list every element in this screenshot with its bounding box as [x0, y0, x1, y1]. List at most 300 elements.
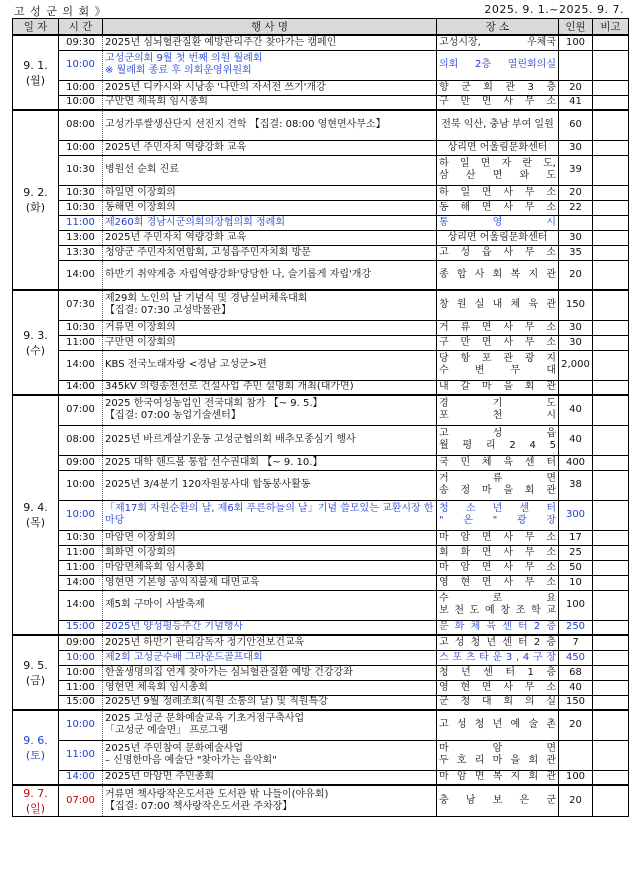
text-line: 삼 산 면 와 도 — [439, 170, 556, 181]
text-line: 충 남 보 은 군 — [439, 795, 556, 806]
people-cell: 17 — [559, 530, 593, 545]
place-cell — [437, 710, 559, 740]
people-cell: 250 — [559, 620, 593, 635]
text-line: 월 평 리 2 4 5 — [439, 440, 556, 451]
place-cell — [437, 395, 559, 425]
text-line: 병원선 순회 진료 — [105, 164, 179, 175]
event-cell — [103, 140, 437, 155]
schedule-row — [13, 770, 629, 785]
text-line: 2025년 주민자치 역량강화 교육 — [105, 141, 247, 153]
schedule-body — [13, 35, 629, 817]
day-date-cell — [13, 35, 59, 110]
schedule-row — [13, 200, 629, 215]
text-line: 9. 7. — [23, 787, 48, 800]
people-cell: 7 — [559, 635, 593, 650]
text-line: 회화면 이장회의 — [105, 546, 176, 558]
time-cell: 11:00 — [59, 215, 103, 230]
day-date-cell — [13, 290, 59, 395]
schedule-row — [13, 215, 629, 230]
text-line: 2025년 디카시와 시낭송 '나만의 자서전 쓰기'개강 — [105, 81, 326, 93]
schedule-period: 2025. 9. 1.~2025. 9. 7. — [484, 3, 624, 16]
time-cell: 11:00 — [59, 560, 103, 575]
event-cell — [103, 425, 437, 455]
text-line: 고성군의회 9월 첫 번째 의원 월례회 — [105, 53, 263, 64]
schedule-row — [13, 260, 629, 290]
text-line: – 신명한마음 예술단 "찾아가는 음악회" — [105, 755, 277, 766]
place-cell — [437, 185, 559, 200]
schedule-row — [13, 530, 629, 545]
remark-cell — [593, 650, 629, 665]
schedule-row — [13, 650, 629, 665]
people-cell: 150 — [559, 695, 593, 710]
remark-cell — [593, 560, 629, 575]
text-line: 포 천 시 — [439, 410, 556, 422]
text-line: 종 합 사 회 복 지 관 — [439, 268, 556, 280]
remark-cell — [593, 260, 629, 290]
place-cell — [437, 425, 559, 455]
people-cell: 40 — [559, 425, 593, 455]
col-people: 인원 — [559, 19, 593, 36]
people-cell: 41 — [559, 95, 593, 110]
text-line: 상리면 어울림문화센터 — [447, 141, 548, 153]
text-line: 345kV 의령송전선로 건설사업 주민 설명회 개최(대가면) — [105, 381, 354, 393]
schedule-row — [13, 140, 629, 155]
remark-cell — [593, 215, 629, 230]
text-line: 【집결: 07:00 농업기술센터】 — [105, 410, 241, 422]
text-line: 보 천 도 예 창 조 학 교 — [439, 605, 556, 616]
remark-cell — [593, 380, 629, 395]
time-cell: 10:00 — [59, 140, 103, 155]
text-line: 하반기 취약계층 자립역량강화'당당한 나, 슬기롭게 자립'개강 — [105, 268, 372, 280]
text-line: 제29회 노인의 날 기념식 및 경남실버체육대회 — [105, 293, 308, 305]
document-header — [0, 0, 640, 18]
place-cell — [437, 50, 559, 80]
event-cell — [103, 395, 437, 425]
text-line: 하일면 이장회의 — [105, 186, 176, 198]
place-cell — [437, 110, 559, 140]
people-cell: 22 — [559, 200, 593, 215]
event-cell — [103, 35, 437, 50]
place-cell — [437, 620, 559, 635]
event-cell — [103, 740, 437, 770]
header-row — [13, 19, 629, 36]
time-cell: 10:30 — [59, 320, 103, 335]
remark-cell — [593, 620, 629, 635]
text-line: 스 포 츠 타 운 3 , 4 구 장 — [439, 651, 556, 663]
event-cell — [103, 665, 437, 680]
event-cell — [103, 245, 437, 260]
remark-cell — [593, 395, 629, 425]
day-date-cell — [13, 785, 59, 817]
remark-cell — [593, 335, 629, 350]
place-cell — [437, 290, 559, 320]
text-line: 송 정 마 을 회 관 — [439, 485, 556, 496]
schedule-row — [13, 335, 629, 350]
time-cell: 11:00 — [59, 680, 103, 695]
time-cell: 11:00 — [59, 545, 103, 560]
schedule-row — [13, 590, 629, 620]
remark-cell — [593, 695, 629, 710]
place-cell — [437, 95, 559, 110]
text-line: 영현면 체육회 임시총회 — [105, 681, 208, 693]
event-cell — [103, 50, 437, 80]
event-cell — [103, 560, 437, 575]
event-cell — [103, 185, 437, 200]
remark-cell — [593, 785, 629, 817]
text-line: 「고성군 예술면」 프로그램 — [105, 725, 228, 737]
text-line: 군 청 대 회 의 실 — [439, 696, 556, 708]
schedule-row — [13, 230, 629, 245]
text-line: 제5회 구마이 사발축제 — [105, 599, 205, 610]
schedule-row — [13, 320, 629, 335]
people-cell: 10 — [559, 575, 593, 590]
event-cell — [103, 155, 437, 185]
time-cell: 15:00 — [59, 620, 103, 635]
time-cell: 11:00 — [59, 740, 103, 770]
time-cell: 10:00 — [59, 95, 103, 110]
schedule-row — [13, 710, 629, 740]
time-cell: 08:00 — [59, 110, 103, 140]
event-cell — [103, 290, 437, 320]
schedule-row — [13, 470, 629, 500]
place-cell — [437, 635, 559, 650]
time-cell: 09:30 — [59, 35, 103, 50]
event-cell — [103, 530, 437, 545]
text-line: 9. 3. — [23, 328, 48, 342]
text-line: (일) — [25, 802, 46, 815]
text-line: 한울생명의집 연계 찾아가는 심뇌혈관질환 예방 건강강좌 — [105, 666, 353, 678]
text-line: 청양군 주민자치연합회, 고성읍주민자치회 방문 — [105, 246, 311, 258]
remark-cell — [593, 635, 629, 650]
text-line: 전북 익산, 충남 부여 일원 — [441, 119, 554, 131]
event-cell — [103, 650, 437, 665]
remark-cell — [593, 50, 629, 80]
remark-cell — [593, 350, 629, 380]
time-cell: 11:00 — [59, 335, 103, 350]
event-cell — [103, 320, 437, 335]
schedule-row — [13, 350, 629, 380]
day-date-cell — [13, 110, 59, 290]
schedule-row — [13, 740, 629, 770]
text-line: 두 호 리 마 을 회 관 — [439, 755, 556, 766]
event-cell — [103, 110, 437, 140]
remark-cell — [593, 290, 629, 320]
text-line: 거류면 이장회의 — [105, 321, 176, 333]
text-line: 9. 6. — [23, 733, 48, 747]
people-cell: 20 — [559, 260, 593, 290]
people-cell: 100 — [559, 590, 593, 620]
text-line: 고성가루쌀생산단지 선진지 견학 【집결: 08:00 영현면사무소】 — [105, 119, 386, 131]
remark-cell — [593, 110, 629, 140]
text-line: 하 일 면 사 무 소 — [439, 186, 556, 198]
time-cell: 10:00 — [59, 50, 103, 80]
text-line: 고 성 청 년 센 터 2 층 — [439, 636, 556, 648]
schedule-row — [13, 95, 629, 110]
remark-cell — [593, 200, 629, 215]
remark-cell — [593, 770, 629, 785]
place-cell — [437, 590, 559, 620]
people-cell: 2,000 — [559, 350, 593, 380]
text-line: KBS 전국노래자랑 <경남 고성군>편 — [105, 359, 267, 370]
people-cell: 30 — [559, 320, 593, 335]
time-cell: 14:00 — [59, 260, 103, 290]
remark-cell — [593, 740, 629, 770]
text-line: 2025년 주민자치 역량강화 교육 — [105, 231, 247, 243]
schedule-table — [12, 18, 629, 817]
place-cell — [437, 380, 559, 395]
text-line: 2025년 심뇌혈관질환 예방관리주간 찾아가는 캠페인 — [105, 36, 337, 48]
time-cell: 13:30 — [59, 245, 103, 260]
col-place: 장 소 — [437, 19, 559, 36]
text-line: 국 민 체 육 센 터 — [439, 456, 556, 468]
text-line: 거류면 책사랑작은도서관 도서관 밖 나들이(야유회) — [105, 789, 329, 800]
text-line: 마 암 면 — [439, 743, 556, 754]
text-line: 제260회 경남시군의회의장협의회 정례회 — [105, 216, 286, 228]
schedule-row — [13, 110, 629, 140]
text-line: (화) — [25, 201, 46, 214]
remark-cell — [593, 425, 629, 455]
place-cell — [437, 350, 559, 380]
text-line: 당 항 포 관 광 지 — [439, 353, 556, 364]
schedule-row — [13, 680, 629, 695]
text-line: 9. 2. — [23, 186, 48, 199]
place-cell — [437, 560, 559, 575]
people-cell: 40 — [559, 680, 593, 695]
schedule-row — [13, 35, 629, 50]
event-cell — [103, 710, 437, 740]
text-line: 영 현 면 사 무 소 — [439, 681, 556, 693]
time-cell: 10:30 — [59, 185, 103, 200]
time-cell: 09:00 — [59, 635, 103, 650]
schedule-row — [13, 80, 629, 95]
text-line: 회 화 면 사 무 소 — [439, 546, 556, 558]
text-line: 청 년 센 터 1 층 — [439, 666, 556, 678]
schedule-row — [13, 545, 629, 560]
text-line: 문 화 체 육 센 터 2 층 — [439, 621, 556, 633]
col-remark: 비고 — [593, 19, 629, 36]
text-line: 2025년 마암면 주민총회 — [105, 771, 215, 783]
text-line: 2025 고성군 문화예술교육 기초거점구축사업 — [105, 713, 305, 725]
text-line: 구 만 면 사 무 소 — [439, 96, 556, 108]
schedule-row — [13, 185, 629, 200]
remark-cell — [593, 590, 629, 620]
place-cell — [437, 455, 559, 470]
text-line: 고 성 청 년 예 술 촌 — [439, 719, 556, 731]
text-line: 의회 2층 열린회의실 — [439, 59, 556, 70]
time-cell: 13:00 — [59, 230, 103, 245]
time-cell: 08:00 — [59, 425, 103, 455]
text-line: 하 일 면 자 란 도, — [439, 158, 556, 169]
place-cell — [437, 650, 559, 665]
text-line: 향 군 회 관 3 층 — [439, 81, 556, 93]
people-cell: 20 — [559, 710, 593, 740]
remark-cell — [593, 530, 629, 545]
text-line: 수 변 무 대 — [439, 365, 556, 376]
people-cell: 100 — [559, 770, 593, 785]
place-cell — [437, 665, 559, 680]
remark-cell — [593, 545, 629, 560]
event-cell — [103, 335, 437, 350]
text-line: 통 영 시 — [439, 216, 556, 228]
schedule-row — [13, 50, 629, 80]
time-cell: 14:00 — [59, 590, 103, 620]
people-cell: 38 — [559, 470, 593, 500]
schedule-row — [13, 500, 629, 530]
place-cell — [437, 335, 559, 350]
text-line: 【집결: 07:30 고성박물관】 — [105, 305, 232, 317]
place-cell — [437, 35, 559, 50]
time-cell: 10:00 — [59, 665, 103, 680]
time-cell: 10:00 — [59, 650, 103, 665]
remark-cell — [593, 500, 629, 530]
text-line: 구만면 체육회 임시총회 — [105, 96, 208, 108]
text-line: 고 성 읍 — [439, 428, 556, 439]
text-line: " 온 " 광 장 — [439, 515, 556, 526]
event-cell — [103, 635, 437, 650]
place-cell — [437, 530, 559, 545]
text-line: 창 원 실 내 체 육 관 — [439, 299, 556, 311]
people-cell: 100 — [559, 35, 593, 50]
people-cell: 39 — [559, 155, 593, 185]
people-cell: 30 — [559, 140, 593, 155]
place-cell — [437, 140, 559, 155]
people-cell: 20 — [559, 185, 593, 200]
place-cell — [437, 260, 559, 290]
text-line: 마암면체육회 임시총회 — [105, 561, 205, 573]
text-line: 2025년 양성평등주간 기념행사 — [105, 621, 244, 633]
schedule-row — [13, 620, 629, 635]
event-cell — [103, 545, 437, 560]
place-cell — [437, 785, 559, 817]
time-cell: 10:30 — [59, 155, 103, 185]
place-cell — [437, 545, 559, 560]
event-cell — [103, 350, 437, 380]
people-cell — [559, 50, 593, 80]
remark-cell — [593, 230, 629, 245]
text-line: 9. 5. — [23, 658, 48, 672]
time-cell: 10:00 — [59, 710, 103, 740]
text-line: 2025년 바르게살기운동 고성군협의회 배추모종심기 행사 — [105, 434, 356, 445]
text-line: 경 기 도 — [439, 398, 556, 410]
people-cell: 35 — [559, 245, 593, 260]
text-line: 구만면 이장회의 — [105, 336, 176, 348]
event-cell — [103, 770, 437, 785]
time-cell: 14:00 — [59, 770, 103, 785]
col-time: 시 간 — [59, 19, 103, 36]
text-line: 상리면 어울림문화센터 — [447, 231, 548, 243]
text-line: 마암면 이장회의 — [105, 531, 176, 543]
time-cell: 09:00 — [59, 455, 103, 470]
place-cell — [437, 215, 559, 230]
remark-cell — [593, 245, 629, 260]
schedule-row — [13, 785, 629, 817]
text-line: 마 암 면 사 무 소 — [439, 531, 556, 543]
col-date: 일 자 — [13, 19, 59, 36]
schedule-row — [13, 455, 629, 470]
text-line: 2025년 하반기 관리감독자 정기안전보건교육 — [105, 636, 305, 648]
time-cell: 07:00 — [59, 785, 103, 817]
text-line: (수) — [25, 343, 46, 357]
col-event: 행 사 명 — [103, 19, 437, 36]
event-cell — [103, 500, 437, 530]
place-cell — [437, 230, 559, 245]
text-line: (월) — [25, 73, 46, 87]
event-cell — [103, 200, 437, 215]
text-line: 내 갈 마 을 회 관 — [439, 381, 556, 393]
schedule-row — [13, 245, 629, 260]
time-cell: 10:00 — [59, 470, 103, 500]
event-cell — [103, 380, 437, 395]
people-cell: 300 — [559, 500, 593, 530]
day-date-cell — [13, 395, 59, 635]
place-cell — [437, 200, 559, 215]
event-cell — [103, 785, 437, 817]
remark-cell — [593, 185, 629, 200]
text-line: 2025년 3/4분기 120자원봉사대 합동봉사활동 — [105, 479, 311, 490]
remark-cell — [593, 455, 629, 470]
people-cell: 450 — [559, 650, 593, 665]
people-cell: 68 — [559, 665, 593, 680]
event-cell — [103, 80, 437, 95]
schedule-row — [13, 380, 629, 395]
people-cell: 40 — [559, 395, 593, 425]
schedule-row — [13, 395, 629, 425]
remark-cell — [593, 680, 629, 695]
day-date-cell — [13, 635, 59, 710]
schedule-row — [13, 425, 629, 455]
place-cell — [437, 155, 559, 185]
people-cell: 30 — [559, 335, 593, 350]
text-line: 거 류 면 사 무 소 — [439, 321, 556, 333]
remark-cell — [593, 665, 629, 680]
text-line: 수 로 요 — [439, 593, 556, 604]
people-cell: 150 — [559, 290, 593, 320]
text-line: 2025년 주민참여 문화예술사업 — [105, 743, 244, 754]
day-date-cell — [13, 710, 59, 785]
text-line: 【집결: 07:00 책사랑작은도서관 주차장】 — [105, 801, 293, 812]
text-line: 마 암 면 복 지 회 관 — [439, 771, 556, 783]
text-line: (목) — [25, 516, 46, 529]
people-cell: 25 — [559, 545, 593, 560]
event-cell — [103, 695, 437, 710]
remark-cell — [593, 710, 629, 740]
people-cell — [559, 215, 593, 230]
place-cell — [437, 320, 559, 335]
people-cell — [559, 740, 593, 770]
text-line: 구 만 면 사 무 소 — [439, 336, 556, 348]
schedule-row — [13, 290, 629, 320]
text-line: (토) — [25, 748, 46, 762]
text-line: 동해면 이장회의 — [105, 201, 176, 213]
people-cell: 20 — [559, 80, 593, 95]
schedule-row — [13, 695, 629, 710]
text-line: 9. 1. — [23, 58, 48, 72]
time-cell: 07:30 — [59, 290, 103, 320]
place-cell — [437, 680, 559, 695]
remark-cell — [593, 320, 629, 335]
text-line: 마 암 면 사 무 소 — [439, 561, 556, 573]
text-line: 고성시장, 우체국 — [439, 36, 556, 48]
place-cell — [437, 695, 559, 710]
council-title: 고 성 군 의 회 》 — [14, 5, 107, 18]
event-cell — [103, 260, 437, 290]
place-cell — [437, 500, 559, 530]
place-cell — [437, 245, 559, 260]
remark-cell — [593, 95, 629, 110]
people-cell: 400 — [559, 455, 593, 470]
people-cell — [559, 380, 593, 395]
text-line: 청 소 년 센 터 — [439, 503, 556, 514]
